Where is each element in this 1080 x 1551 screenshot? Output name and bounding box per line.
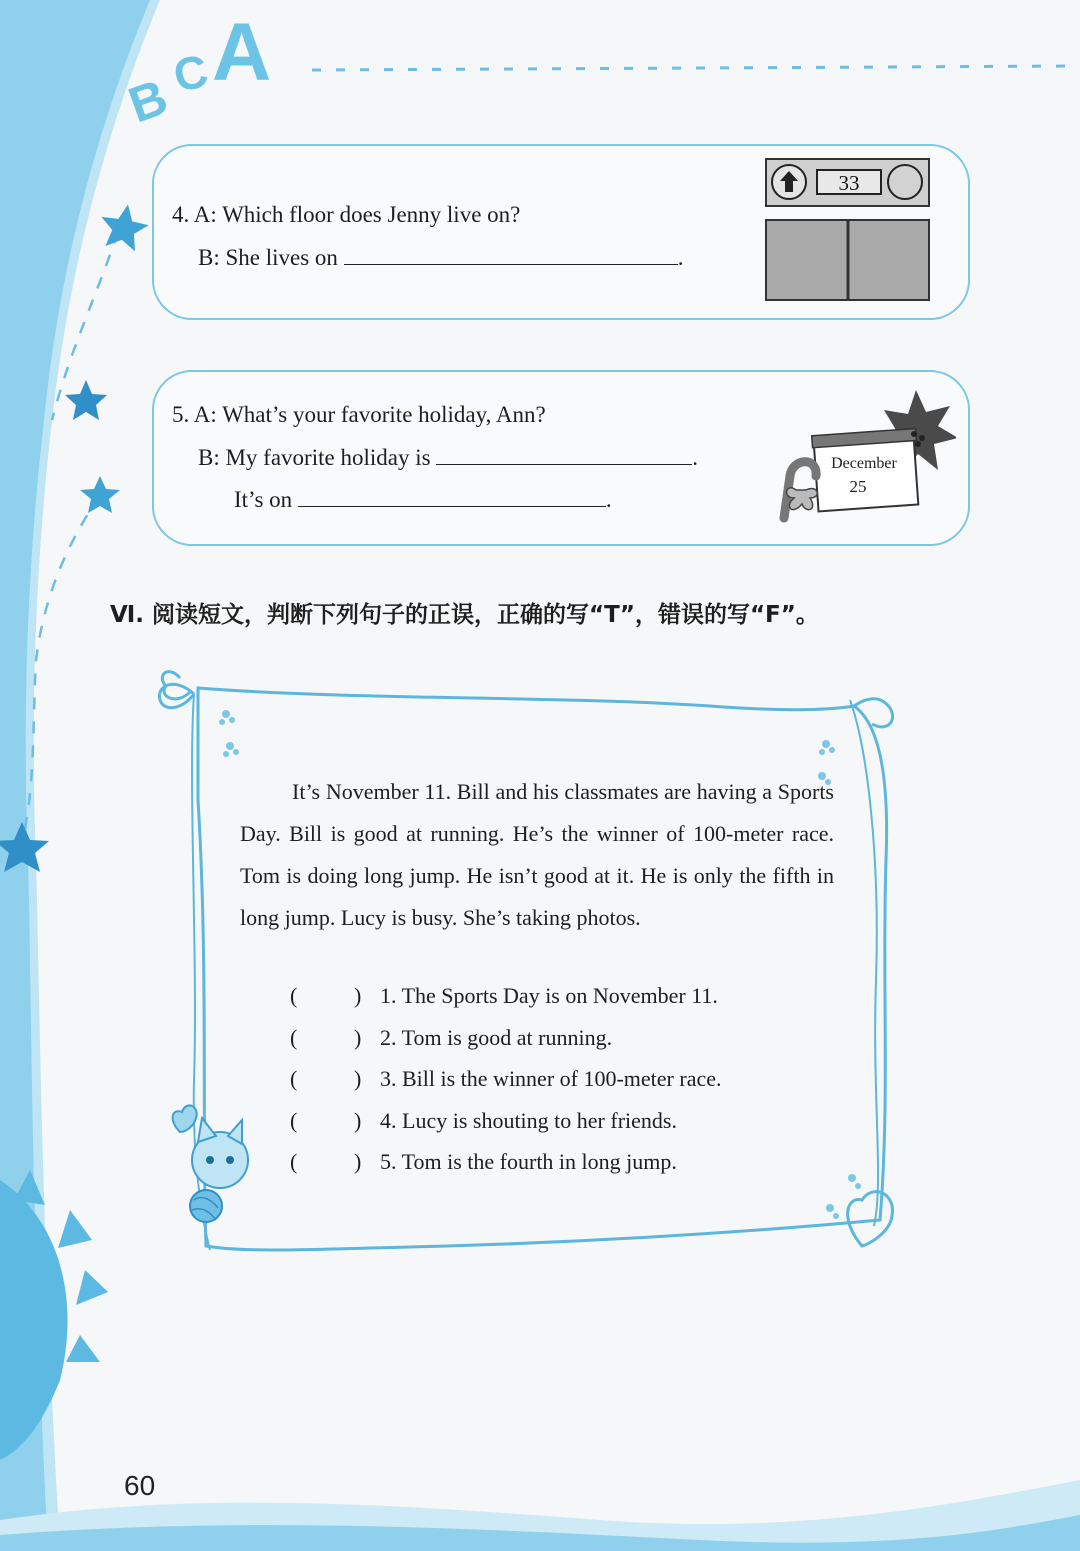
question-5-line-c bbox=[234, 486, 612, 513]
frame-heart-bottom bbox=[848, 1192, 893, 1246]
answer-paren-open[interactable]: ( bbox=[290, 1066, 298, 1091]
logo-letter-b: B bbox=[121, 68, 175, 134]
star-icon bbox=[97, 200, 152, 253]
question-4-line-a bbox=[172, 202, 520, 228]
star-icon bbox=[80, 476, 120, 513]
answer-blank[interactable] bbox=[298, 486, 606, 507]
logo-letter-c: C bbox=[168, 44, 213, 102]
sun-shape bbox=[0, 1180, 68, 1460]
kitten-with-yarn-icon bbox=[173, 1105, 248, 1222]
speaker-b-label: B: bbox=[198, 445, 220, 470]
answer-paren-open[interactable]: ( bbox=[290, 1107, 298, 1133]
sun-ray bbox=[66, 1335, 100, 1362]
statement-text: 2. Tom is good at running. bbox=[380, 1024, 613, 1050]
answer-paren-close[interactable]: ) bbox=[354, 1149, 362, 1174]
statement-text: 4. Lucy is shouting to her friends. bbox=[380, 1107, 677, 1133]
question-5-answer-stem: My favorite holiday is bbox=[225, 445, 431, 470]
question-5-box bbox=[152, 370, 970, 546]
question-5-line-b bbox=[198, 444, 698, 471]
calendar-day: 25 bbox=[849, 477, 867, 496]
question-4-line-b bbox=[198, 244, 683, 271]
question-4-box bbox=[152, 144, 970, 320]
question-4-prompt: Which floor does Jenny live on? bbox=[222, 202, 521, 227]
sun-ray bbox=[58, 1210, 92, 1248]
elevator-button bbox=[888, 165, 922, 199]
calendar-month: December bbox=[831, 455, 897, 472]
answer-paren-open[interactable]: ( bbox=[290, 983, 298, 1008]
question-number: 5. bbox=[172, 402, 190, 427]
question-5-date-stem: It’s on bbox=[234, 487, 293, 512]
answer-blank[interactable] bbox=[344, 244, 678, 265]
answer-paren-close[interactable]: ) bbox=[354, 983, 362, 1008]
answer-paren-open[interactable]: ( bbox=[290, 1024, 298, 1050]
question-number: 4. bbox=[172, 202, 190, 227]
speaker-b-label: B: bbox=[198, 245, 220, 270]
abc-logo bbox=[121, 6, 278, 136]
reading-passage: It’s November 11. Bill and his classmates are having a Sports Day. Bill is good at running. He’s the winner of 100-meter race. Tom is doing long jump. He isn’t good at it. He is only the fifth in long jump. Lucy is busy. She’s taking photos. bbox=[240, 779, 834, 930]
answer-paren-close[interactable]: ) bbox=[354, 1107, 362, 1133]
question-5-prompt: What’s your favorite holiday, Ann? bbox=[222, 402, 546, 427]
sun-ray bbox=[76, 1270, 108, 1305]
answer-paren-close[interactable]: ) bbox=[354, 1024, 362, 1050]
floor-number: 33 bbox=[838, 171, 860, 195]
speaker-a-label: A: bbox=[193, 402, 217, 427]
sentence-period: . bbox=[677, 245, 684, 270]
question-4-answer-stem: She lives on bbox=[225, 245, 338, 270]
star-icon bbox=[65, 380, 107, 420]
answer-paren-close[interactable]: ) bbox=[354, 1066, 362, 1091]
sentence-period: . bbox=[605, 487, 612, 512]
section-6-instructions: Ⅵ. 阅读短文，判断下列句子的正误，正确的写“T”，错误的写“F”。 bbox=[110, 602, 819, 628]
answer-blank[interactable] bbox=[436, 444, 692, 465]
statement-text: 3. Bill is the winner of 100-meter race. bbox=[380, 1066, 722, 1091]
speaker-a-label: A: bbox=[193, 202, 217, 227]
sentence-period: . bbox=[692, 445, 699, 470]
elevator-picture bbox=[765, 158, 933, 302]
statement-text: 1. The Sports Day is on November 11. bbox=[380, 983, 718, 1008]
answer-paren-open[interactable]: ( bbox=[290, 1149, 298, 1174]
christmas-calendar-icon bbox=[766, 386, 956, 532]
logo-letter-a: A bbox=[212, 7, 272, 98]
statement-text: 5. Tom is the fourth in long jump. bbox=[380, 1149, 677, 1174]
question-5-line-a bbox=[172, 402, 546, 428]
top-dashed-line bbox=[312, 66, 1076, 70]
page-number: 60 bbox=[124, 1470, 156, 1501]
